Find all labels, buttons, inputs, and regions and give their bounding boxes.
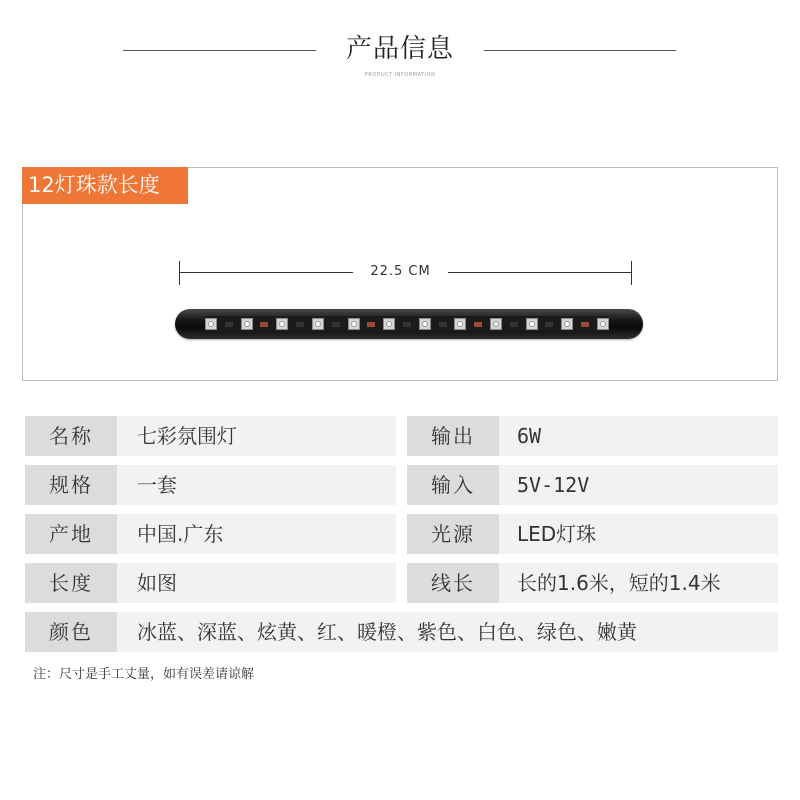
led-chip	[526, 318, 538, 330]
led-chip	[276, 318, 288, 330]
spec-value-name: 七彩氛围灯	[117, 416, 396, 456]
spec-value-origin: 中国.广东	[117, 514, 396, 554]
led-resistor	[332, 322, 340, 327]
led-resistor	[367, 322, 375, 327]
header-divider-left	[123, 50, 316, 51]
led-chip	[312, 318, 324, 330]
led-chip	[597, 318, 609, 330]
spec-label-name: 名称	[25, 416, 117, 456]
led-light-bar-image	[175, 309, 643, 339]
led-resistor	[474, 322, 482, 327]
led-resistor	[545, 322, 553, 327]
led-chip	[454, 318, 466, 330]
dimension-line-left	[179, 272, 353, 273]
led-resistor	[439, 322, 447, 327]
dimension-tick-right	[631, 261, 632, 285]
spec-value-input: 5V-12V	[499, 465, 778, 505]
spec-value-spec: 一套	[117, 465, 396, 505]
spec-label-length: 长度	[25, 563, 117, 603]
led-chip	[561, 318, 573, 330]
dimension-line-right	[448, 272, 631, 273]
led-chip	[205, 318, 217, 330]
led-chip	[383, 318, 395, 330]
dimension-tick-left	[179, 261, 180, 285]
spec-label-output: 输出	[407, 416, 499, 456]
spec-value-light-source: LED灯珠	[499, 514, 778, 554]
spec-label-light-source: 光源	[407, 514, 499, 554]
spec-label-colors: 颜色	[25, 612, 117, 652]
spec-label-input: 输入	[407, 465, 499, 505]
led-chip	[419, 318, 431, 330]
page-title: 产品信息	[345, 34, 454, 64]
led-resistor	[510, 322, 518, 327]
spec-value-output: 6W	[499, 416, 778, 456]
spec-value-colors: 冰蓝、深蓝、炫黄、红、暖橙、紫色、白色、绿色、嫩黄	[117, 612, 778, 652]
page-subtitle: PRODUCT INFORMATION	[364, 72, 436, 78]
footnote: 注：尺寸是手工丈量，如有误差请谅解	[33, 667, 255, 682]
led-resistor	[403, 322, 411, 327]
spec-value-length: 如图	[117, 563, 396, 603]
led-chip	[490, 318, 502, 330]
spec-value-cable-length: 长的1.6米，短的1.4米	[499, 563, 778, 603]
led-resistor	[260, 322, 268, 327]
spec-label-origin: 产地	[25, 514, 117, 554]
led-resistor	[225, 322, 233, 327]
spec-label-cable-length: 线长	[407, 563, 499, 603]
led-resistor	[581, 322, 589, 327]
led-strip	[205, 316, 609, 332]
led-resistor	[296, 322, 304, 327]
dimension-label: 22.5 CM	[370, 264, 431, 279]
led-chip	[348, 318, 360, 330]
header-divider-right	[484, 50, 676, 51]
length-tab-label: 12灯珠款长度	[22, 167, 188, 204]
led-chip	[241, 318, 253, 330]
spec-label-spec: 规格	[25, 465, 117, 505]
